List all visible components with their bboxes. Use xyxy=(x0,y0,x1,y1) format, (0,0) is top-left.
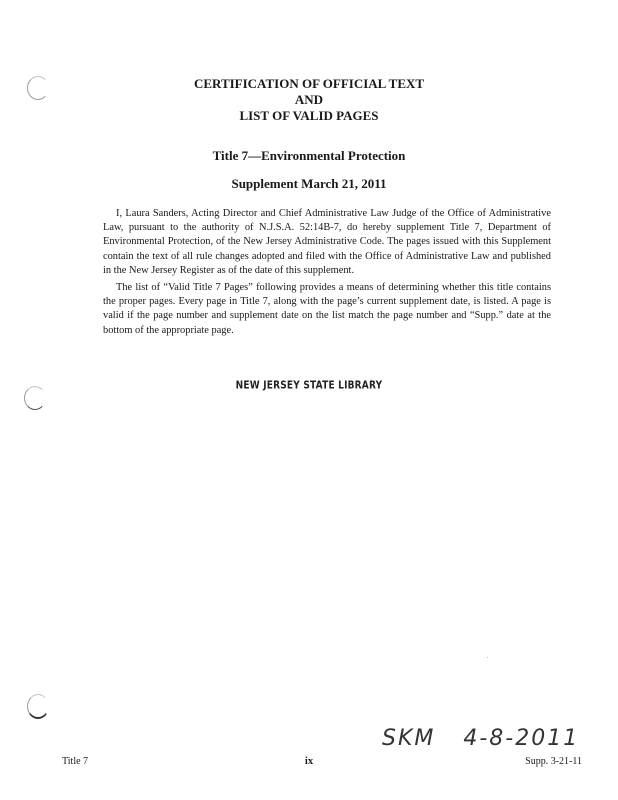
heading-line-1: CERTIFICATION OF OFFICIAL TEXT xyxy=(193,76,425,91)
certification-paragraph: I, Laura Sanders, Acting Director and Chief Administrative Law Judge of the Office of Administrative Law, pursuant to the authority of N.J.S.A. 52:14B-7, do hereby supplement Title 7, Department of Environmental Protection, of the New Jersey Administrative Code. The pages issued with this Supplement contain the text of all rule changes adopted and filed with the Office of Administrative Law and published in the New Jersey Register as of the date of this supplement. xyxy=(103,208,551,276)
heading-line-2: AND xyxy=(294,92,324,107)
title-name: Title 7—Environmental Protection xyxy=(212,148,406,163)
footer-title: Title 7 xyxy=(62,756,89,767)
handwritten-annotation xyxy=(382,726,579,751)
footer-supplement: Supp. 3-21-11 xyxy=(525,756,582,767)
punch-hole-bottom xyxy=(27,694,49,719)
footer-page-number: ix xyxy=(304,756,314,767)
handwritten-date: 4-8-2011 xyxy=(463,726,580,751)
certification-heading xyxy=(0,76,618,124)
library-stamp: NEW JERSEY STATE LIBRARY xyxy=(235,380,383,392)
valid-pages-paragraph: The list of “Valid Title 7 Pages” following provides a means of determining whether this title contains the proper pages. Every page in Title 7, along with the page’s current supplement date, is listed. A page is valid if the page number and supplement date on the list match the page number and “Supp.” date at the bottom of the appropriate page. xyxy=(103,282,551,336)
scan-speck xyxy=(487,657,488,658)
handwritten-initials: SKM xyxy=(382,726,436,751)
supplement-date: Supplement March 21, 2011 xyxy=(231,176,387,191)
heading-line-3: LIST OF VALID PAGES xyxy=(239,108,379,123)
